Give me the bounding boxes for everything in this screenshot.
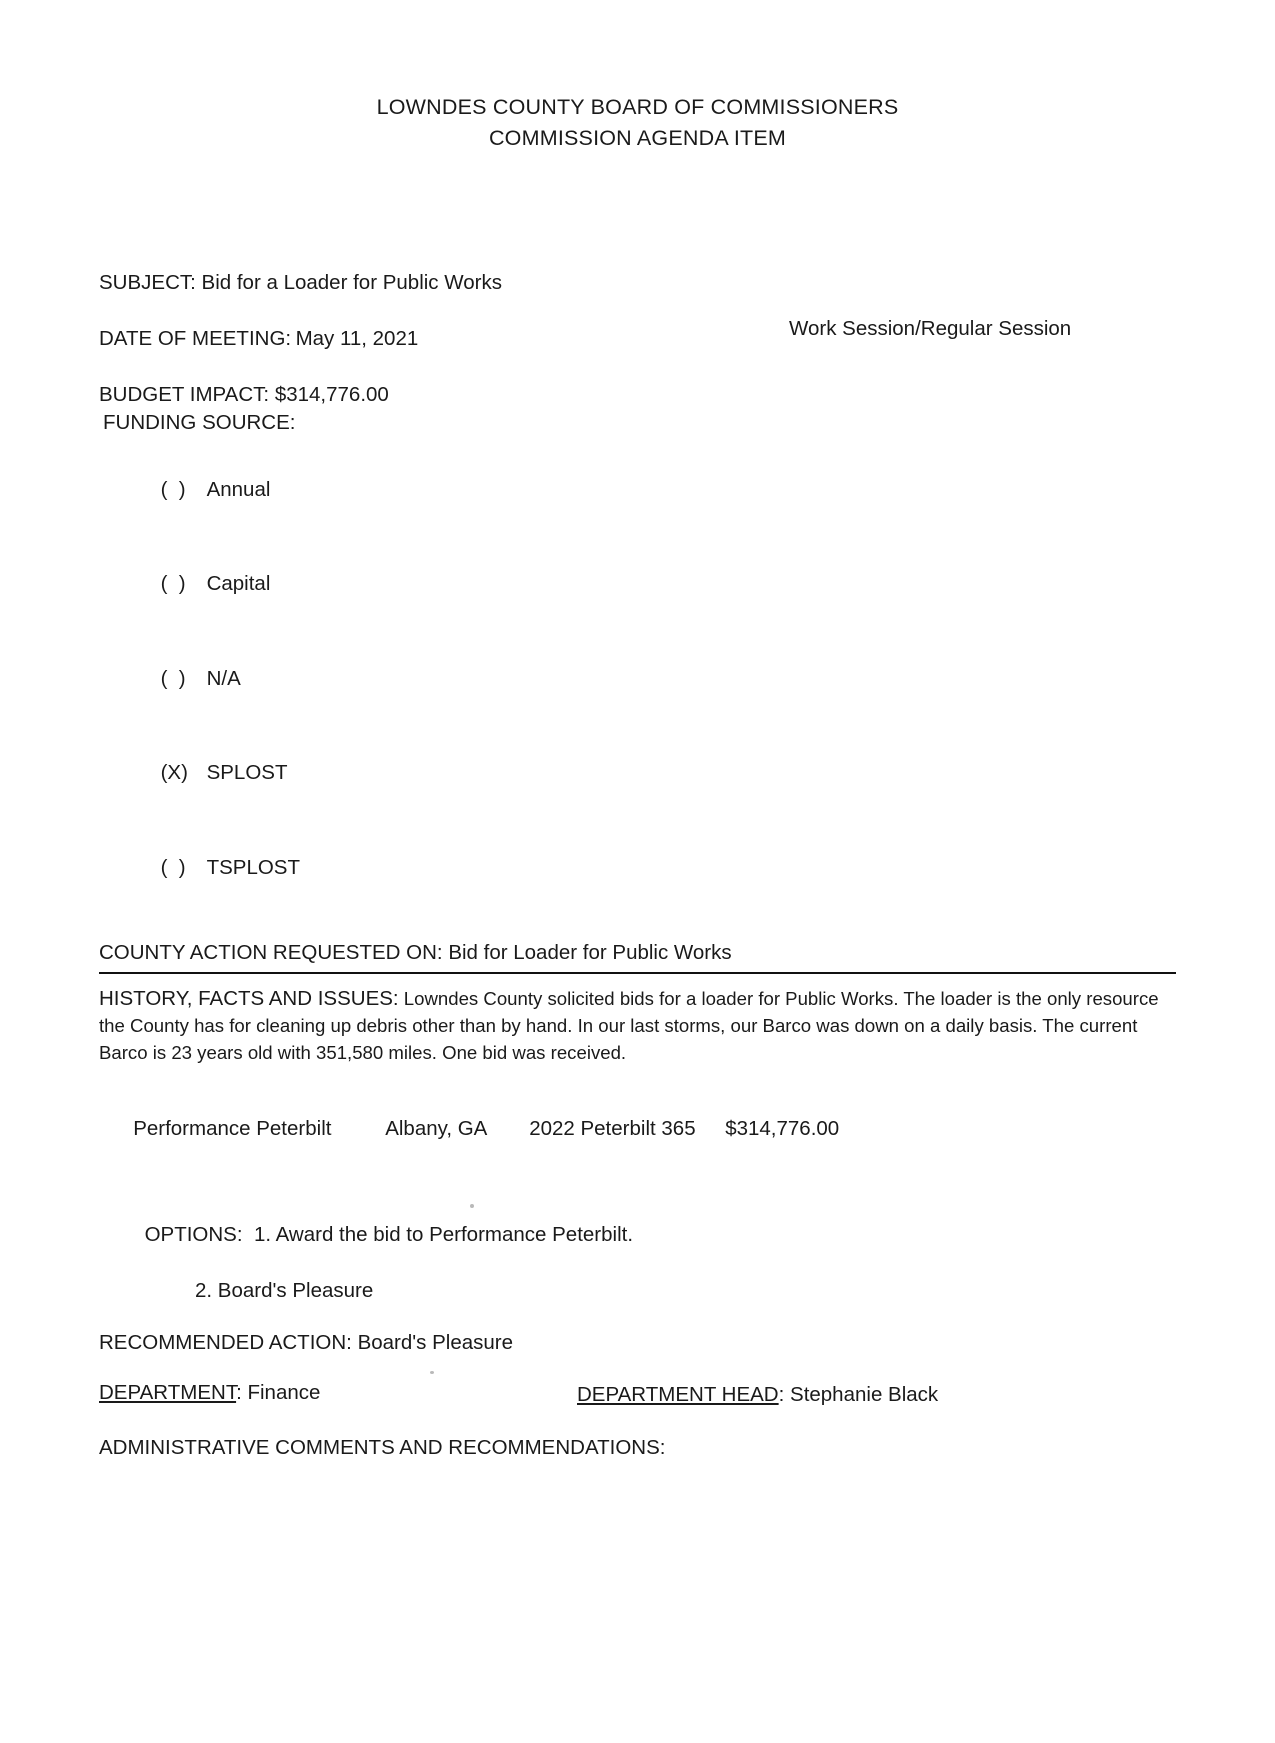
subject-row <box>99 270 1176 296</box>
funding-source-label: FUNDING SOURCE: <box>103 411 296 434</box>
department-label: DEPARTMENT <box>99 1380 237 1404</box>
funding-option-splost-label: SPLOST <box>206 761 288 784</box>
funding-option-tsplost-label: TSPLOST <box>206 855 300 879</box>
options-item-2: 2. Board's Pleasure <box>195 1278 374 1302</box>
recommended-action-label: RECOMMENDED ACTION: <box>99 1330 352 1354</box>
funding-option-na[interactable] <box>115 631 1176 726</box>
budget-label: BUDGET IMPACT: <box>99 383 270 406</box>
document-body <box>99 270 1176 1460</box>
department-row <box>99 1381 1176 1409</box>
administrative-comments-label: ADMINISTRATIVE COMMENTS AND RECOMMENDATIONS: <box>99 1435 666 1459</box>
budget-row <box>99 382 1176 408</box>
funding-option-capital[interactable] <box>115 537 1176 632</box>
bid-row <box>99 1093 1176 1165</box>
funding-option-tsplost-checkbox[interactable]: ( ) <box>160 855 186 879</box>
options-first-line <box>99 1193 1176 1277</box>
history-section <box>99 985 1176 1066</box>
department-head-label: DEPARTMENT HEAD <box>577 1382 779 1406</box>
county-action-row <box>99 940 1176 974</box>
document-header <box>0 92 1275 154</box>
subject-label: SUBJECT: <box>99 271 196 294</box>
session-label: Work Session/Regular Session <box>789 317 1072 340</box>
bid-vendor: Performance Peterbilt <box>133 1116 332 1140</box>
date-label: DATE OF MEETING: <box>99 327 292 350</box>
date-row <box>99 317 1176 352</box>
header-line-2: COMMISSION AGENDA ITEM <box>488 126 787 150</box>
funding-source-options <box>99 442 1176 915</box>
header-line-1: LOWNDES COUNTY BOARD OF COMMISSIONERS <box>376 95 899 119</box>
agenda-document-page <box>0 92 1275 1743</box>
county-action-value: Bid for Loader for Public Works <box>448 940 732 964</box>
funding-option-na-label: N/A <box>206 666 241 690</box>
department-value: : Finance <box>236 1380 321 1404</box>
funding-option-capital-checkbox[interactable]: ( ) <box>160 572 186 595</box>
bid-city: Albany, GA <box>385 1116 488 1140</box>
options-section <box>99 1193 1176 1305</box>
scan-artifact-speck <box>470 1204 474 1208</box>
recommended-action-row <box>99 1331 1176 1355</box>
scan-artifact-speck <box>430 1371 434 1374</box>
funding-option-capital-label: Capital <box>206 572 271 595</box>
funding-option-annual-label: Annual <box>206 477 271 501</box>
funding-option-splost[interactable] <box>115 726 1176 821</box>
options-item-1: 1. Award the bid to Performance Peterbilt. <box>253 1222 634 1246</box>
department-head-value: : Stephanie Black <box>778 1382 939 1406</box>
budget-value: $314,776.00 <box>274 383 389 406</box>
department-head-right <box>577 1383 938 1407</box>
bid-amount: $314,776.00 <box>725 1116 840 1140</box>
bid-model: 2022 Peterbilt 365 <box>529 1116 696 1140</box>
date-value: May 11, 2021 <box>295 327 419 350</box>
funding-option-annual-checkbox[interactable]: ( ) <box>160 477 186 501</box>
history-label: HISTORY, FACTS AND ISSUES: <box>99 986 399 1010</box>
options-label: OPTIONS: <box>144 1222 243 1246</box>
funding-option-na-checkbox[interactable]: ( ) <box>160 666 186 690</box>
history-text: Lowndes County solicited bids for a loader for Public Works. The loader is the only resource the County has for cleaning up debris other than by hand. In our last storms, our Barco was down on a daily basis. The current Barco is 23 years old with 351,580 miles. One bid was received. <box>99 987 1159 1063</box>
subject-value: Bid for a Loader for Public Works <box>201 271 502 294</box>
recommended-action-value: Board's Pleasure <box>357 1330 514 1354</box>
department-left <box>99 1381 320 1405</box>
funding-option-annual[interactable] <box>115 442 1176 537</box>
county-action-label: COUNTY ACTION REQUESTED ON: <box>99 940 443 964</box>
funding-option-splost-checkbox[interactable]: (X) <box>160 761 188 784</box>
funding-option-tsplost[interactable] <box>115 820 1176 915</box>
